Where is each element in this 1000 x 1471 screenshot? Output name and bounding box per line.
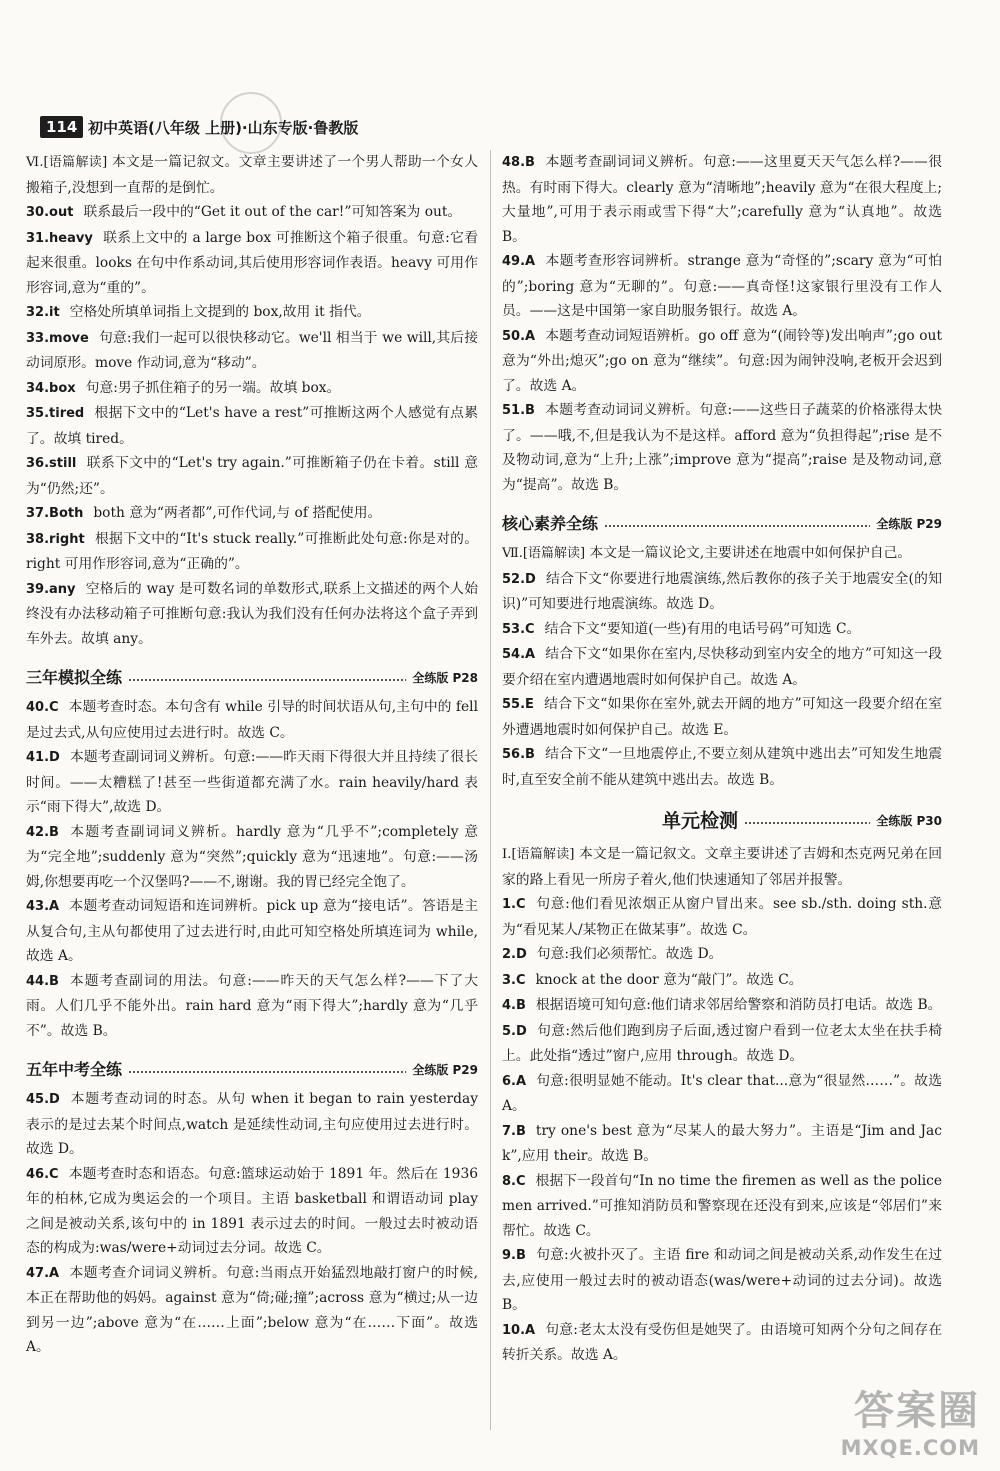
answer-item [26,226,478,301]
explanation-text: 本题考查副词的用法。句意:——昨天的天气怎么样?——下了大雨。人们几乎不能外出。rain hard 意为“雨下得大”;hardly 意为“几乎不”。故选 B。 [26,972,478,1039]
answer-key: A [525,647,536,662]
explanation-text: 本题考查时态。本句含有 while 引导的时间状语从句,主句中的 fell 是过去式,从句应使用过去进行时。故选 C。 [26,699,478,741]
left-column [26,150,478,1360]
question-number: 9. [502,1248,516,1263]
explanation-text: 本题考查动词词义辨析。句意:——这些日子蔬菜的价格涨得太快了。——哦,不,但是我认为不是这样。afford 意为“负担得起”;rise 是不及物动词,意为“上升;上涨”;improve 意为“提高”;raise 是及物动词,意为“提高”。故选 B。 [502,402,942,493]
answer-item [26,376,478,402]
question-number: 32. [26,305,50,320]
answer-key: any [49,581,76,597]
answer-list [502,567,942,793]
question-number: 50. [502,328,526,344]
explanation-text: 空格后的 way 是可数名词的单数形式,联系上文描述的两个人始终没有办法移动箱子可推断句意:我认为我们没有任何办法将这个盒子弄到车外去。故填 any。 [26,580,478,647]
answer-key: A [49,1265,60,1281]
answer-key: right [49,531,85,547]
answer-key: B [515,998,526,1013]
question-number: 35. [26,406,50,421]
answer-item [26,451,478,501]
explanation-text: 句意:我们一起可以很快移动它。we'll 相当于 we will,其后接动词原形。move 作动词,意为“移动”。 [26,329,478,371]
answer-item [26,527,478,577]
explanation-text: try one's best 意为“尽某人的最大努力”。主语是“Jim and Jack”,应用 their。故选 B。 [502,1122,942,1164]
passage-text: 本文是一篇议论文,主要讲述在地震中如何保护自己。 [589,545,912,561]
page-number: 114 [40,116,83,138]
answer-key: A [525,1322,536,1338]
question-number: 56. [502,747,526,762]
question-number: 8. [502,1173,516,1189]
section-ref: 全练版 P30 [870,812,942,829]
explanation-text: 结合下文“你要进行地震演练,然后教你的孩子关于地震安全(的知识)”可知要进行地震演练。故选 D。 [502,570,942,612]
explanation-text: 本题考查副词词义辨析。hardly 意为“几乎不”;completely 意为“完全地”;suddenly 意为“突然”;quickly 意为“迅速地”。句意:——汤姆,你想要再吃一个汉堡吗?——不,谢谢。我的胃已经完全饱了。 [26,823,478,890]
explanation-text: 根据语境可知句意:他们请求邻居给警察和消防员打电话。故选 B。 [535,997,942,1013]
explanation-text: 根据下文中的“It's stuck really.”可推断此处句意:你是对的。right 可用作形容词,意为“正确的”。 [26,530,478,572]
question-number: 42. [26,824,50,840]
section-title: 五年中考全练 [26,1057,128,1080]
passage-summary [26,150,478,200]
question-number: 45. [26,1092,50,1107]
answer-item [26,200,478,226]
answer-key: D [515,947,527,962]
question-number: 44. [26,973,50,989]
question-number: 31. [26,230,50,246]
question-number: 55. [502,697,526,712]
section-header [26,1055,478,1081]
answer-item [502,993,942,1019]
site-watermark [810,1379,980,1459]
explanation-text: 本题考查动词短语和连词辨析。pick up 意为“接电话”。答语是主从复合句,主从句都使用了过去进行时,由此可知空格处所填连词为 while,故选 A。 [26,898,478,964]
answer-item [502,249,942,324]
answer-key: box [49,380,76,396]
answer-item [502,1069,942,1119]
explanation-text: 结合下文“如果你在室内,尽快移动到室内安全的地方”可知这一段要介绍在室内遭遇地震时如何保护自己。故选 A。 [502,646,942,688]
passage-summary [502,541,942,567]
explanation-text: 结合下文“一旦地震停止,不要立刻从建筑中逃出去”可知发生地震时,直至安全前不能从建筑中逃出去。故选 B。 [502,746,942,788]
question-number: 49. [502,254,526,269]
section-header [502,806,942,836]
question-number: 41. [26,750,50,765]
question-number: 10. [502,1322,526,1338]
answer-item [26,820,478,895]
answer-item [502,1243,942,1318]
watermark-url: MXQE.COM [840,1436,980,1460]
answer-item [502,1119,942,1169]
answer-item [26,326,478,376]
answer-key: C [515,1173,526,1189]
question-number: 39. [26,581,50,597]
explanation-text: 句意:火被扑灭了。主语 fire 和动词之间是被动关系,动作发生在过去,应使用一般过去时的被动语态(was/were+动词的过去分词)。故选 B。 [502,1247,942,1313]
question-number: 47. [26,1265,50,1281]
answer-item [502,324,942,399]
explanation-text: 句意:他们看见浓烟正从窗户冒出来。see sb./sth. doing sth.意为“看见某人/某物正在做某事”。故选 C。 [502,896,942,938]
answer-item [502,398,942,497]
passage-text: 本文是一篇记叙文。文章主要讲述了一个男人帮助一个女人搬箱子,没想到一直帮的是倒忙。 [26,154,478,196]
answer-key: still [49,456,77,471]
column-divider [490,150,491,1430]
answer-key: C [515,972,526,988]
answer-item [26,695,478,745]
answer-key: B [525,155,535,170]
page-header [40,114,960,144]
explanation-text: 联系下文中的“Let's try again.”可推断箱子仍在卡着。still 意为“仍然;还”。 [26,455,478,497]
explanation-text: 根据下文中的“Let's have a rest”可推断这两个人感觉有点累了。故填 tired。 [26,405,478,447]
passage-text: 本文是一篇记叙文。文章主要讲述了吉姆和杰克两兄弟在回家的路上看见一所房子着火,他们快速通知了邻居并报警。 [502,846,942,888]
answer-key: D [525,571,536,587]
answer-item [502,567,942,617]
section-title: 单元检测 [662,806,744,833]
explanation-text: 句意:老太太没有受伤但是她哭了。由语境可知两个分句之间存在转折关系。故选 A。 [502,1321,942,1363]
answer-key: C [515,897,526,912]
answer-key: B [525,403,535,418]
answer-key: heavy [49,230,93,246]
explanation-text: 本题考查时态和语态。句意:篮球运动始于 1891 年。然后在 1936 年的柏林,它成为奥运会的一个项目。主语 basketball 和谓语动词 play 之间是被动关系,该句中的 in 1891 表示过去的时间。一般过去时被动语态的构成为:was/were+动词过去分词。故选 C。 [26,1165,478,1256]
answer-key: D [49,750,60,765]
question-number: 5. [502,1023,516,1039]
answer-item [502,942,942,968]
answer-item [26,300,478,326]
question-number: 46. [26,1166,50,1182]
question-number: 4. [502,998,516,1013]
question-number: 54. [502,647,526,662]
answer-item [502,1318,942,1368]
passage-tag: Ⅵ.[语篇解读] [26,155,108,170]
answer-key: A [525,254,536,269]
section-ref: 全练版 P28 [406,669,478,686]
answer-item [502,1019,942,1069]
answer-item [502,150,942,249]
explanation-text: 空格处所填单词指上文提到的 box,故用 it 指代。 [69,304,371,320]
explanation-text: 结合下文“如果你在室外,就去开阔的地方”可知这一段要介绍在室外遭遇地震时如何保护自己。故选 E。 [502,696,942,738]
explanation-text: 本题考查形容词辨析。strange 意为“奇怪的”;scary 意为“可怕的”;boring 意为“无聊的”。句意:——真奇怪!这家银行里没有工作人员。——这是中国第一家自助服务银行。故选 A。 [502,253,942,319]
answer-item [26,1087,478,1162]
answer-item [26,1261,478,1360]
answer-item [502,1169,942,1244]
explanation-text: 联系上文中的 a large box 可推断这个箱子很重。句意:它看起来很重。looks 在句中作系动词,其后使用形容词作表语。heavy 可用作形容词,意为“重的”。 [26,229,478,296]
section-ref: 全练版 P29 [406,1061,478,1078]
answer-key: A [525,328,536,344]
answer-item [26,894,478,969]
question-number: 40. [26,700,50,715]
answer-item [26,501,478,527]
answer-item [26,1162,478,1261]
question-number: 36. [26,456,50,471]
answer-key: B [515,1123,526,1139]
answer-item [26,577,478,652]
book-title: 初中英语(八年级 上册)·山东专版·鲁教版 [88,119,359,137]
explanation-text: 结合下文“要知道(一些)有用的电话号码”可知选 C。 [544,620,861,637]
section-ref: 全练版 P29 [870,515,942,532]
explanation-text: 句意:很明显她不能动。It's clear that...意为“很显然……”。故选 A。 [502,1072,942,1114]
watermark-logo-text: 答案圈 [854,1388,980,1434]
answer-key: tired [49,406,85,421]
passage-tag: Ⅶ.[语篇解读] [502,546,586,561]
explanation-text: 句意:然后他们跑到房子后面,透过窗户看到一位老太太坐在扶手椅上。此处指“透过”窗户,应用 through。故选 D。 [502,1022,942,1064]
answer-key: C [525,621,535,637]
section-header [502,509,942,535]
answer-item [26,745,478,820]
answer-key: A [49,899,60,914]
answer-key: A [515,1073,527,1089]
explanation-text: 本题考查动词短语辨析。go off 意为“(闹铃等)发出响声”;go out 意为“外出;熄灭”;go on 意为“继续”。句意:因为闹钟没响,老板开会迟到了。故选 A。 [502,327,942,394]
question-number: 1. [502,897,516,912]
question-number: 7. [502,1123,516,1139]
answer-list [26,200,478,651]
answer-list [26,1087,478,1360]
answer-key: C [49,700,59,715]
answer-key: move [49,330,89,346]
answer-item [26,969,478,1044]
answer-key: it [49,305,60,320]
explanation-text: 句意:我们必须帮忙。故选 D。 [536,946,723,962]
question-number: 33. [26,330,50,346]
answer-item [502,642,942,692]
passage-summary [502,842,942,892]
answer-list [502,150,942,497]
answer-list [502,892,942,1368]
answer-key: B [49,973,59,989]
explanation-text: both 意为“两者都”,可作代词,与 of 搭配使用。 [93,505,382,521]
answer-list [26,695,478,1043]
answer-key: B [525,747,535,762]
explanation-text: 联系最后一段中的“Get it out of the car!”可知答案为 out。 [83,204,462,220]
question-number: 43. [26,899,50,914]
answer-item [502,742,942,792]
section-title: 核心素养全练 [502,511,604,534]
answer-key: B [49,824,59,840]
question-number: 3. [502,972,516,988]
explanation-text: 本题考查副词词义辨析。句意:——这里夏天天气怎么样?——很热。有时雨下得大。clearly 意为“清晰地”;heavily 意为“在很大程度上;大量地”,可用于表示雨或雪下得“大”;carefully 意为“认真地”。故选 B。 [502,154,942,245]
section-header [26,663,478,689]
passage-tag: Ⅰ.[语篇解读] [502,847,575,862]
answer-key: out [49,205,74,220]
answer-key: C [49,1166,59,1182]
answer-item [502,617,942,643]
question-number: 51. [502,403,526,418]
question-number: 2. [502,947,516,962]
explanation-text: 本题考查副词词义辨析。句意:——昨天雨下得很大并且持续了很长时间。——太糟糕了!甚至一些街道都充满了水。rain heavily/hard 表示“雨下得大”,故选 D。 [26,749,478,815]
answer-key: D [49,1092,60,1107]
explanation-text: knock at the door 意为“敲门”。故选 C。 [535,971,803,988]
answer-key: B [515,1248,526,1263]
answer-item [502,892,942,942]
question-number: 48. [502,155,526,170]
question-number: 38. [26,531,50,547]
explanation-text: 本题考查介词词义辨析。句意:当雨点开始猛烈地敲打窗户的时候,本正在帮助他的妈妈。against 意为“倚;碰;撞”;across 意为“横过;从一边到另一边”;above 意为“在……上面”;below 意为“在……下面”。故选 A。 [26,1264,478,1355]
question-number: 37. [26,506,50,521]
right-column [502,150,942,1368]
explanation-text: 本题考查动词的时态。从句 when it began to rain yesterday 表示的是过去某个时间点,watch 是延续性动词,主句应使用过去进行时。故选 D。 [26,1091,478,1157]
question-number: 6. [502,1073,516,1089]
answer-item [26,401,478,451]
section-title: 三年模拟全练 [26,665,128,688]
question-number: 30. [26,205,50,220]
explanation-text: 句意:男子抓住箱子的另一端。故填 box。 [85,379,341,396]
question-number: 34. [26,380,50,396]
answer-key: E [525,697,534,712]
question-number: 52. [502,571,526,587]
answer-item [502,692,942,742]
answer-key: Both [49,506,84,521]
question-number: 53. [502,621,526,637]
answer-item [502,968,942,994]
explanation-text: 根据下一段首句“In no time the firemen as well as the policemen arrived.”可推知消防员和警察现在还没有到来,应该是“邻居们”来帮忙。故选 C。 [502,1172,942,1239]
answer-key: D [515,1023,527,1039]
